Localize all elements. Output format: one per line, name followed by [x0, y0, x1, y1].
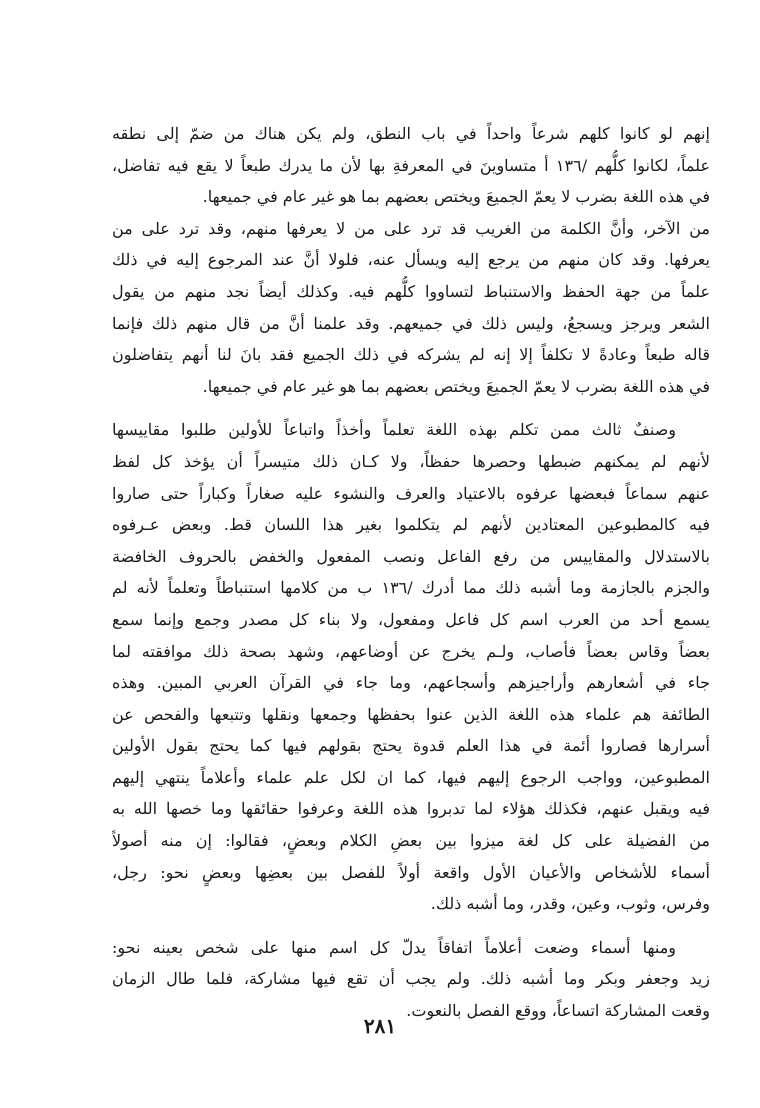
- text-line: علماً، لكانوا كلُّهم /١٣٦ أ متساوينَ في المعرفةِ بها لأن ما يدرك طبعاً لا يقع فيه تفاضل،: [112, 155, 710, 175]
- text-line: في هذه اللغة بضرب لا يعمّ الجميعَ ويختص بعضهم بما هو غير عام في جميعها.: [202, 376, 710, 396]
- text-line: عنهم سماعاً فبعضها عرفوه بالاعتياد والعرف والنشوء عليه صغاراً وكباراً حتى صاروا: [112, 483, 710, 503]
- text-line: أسماء للأشخاص والأعيان الأول واقعة أولاً للفصل بين بعضِها وبعضٍ نحو: رجل،: [112, 862, 710, 882]
- paragraph-3: [112, 414, 710, 920]
- text-line: ومنها أسماء وضعت أعلاماً اتفاقاً يدلّ كل اسم منها على شخص بعينه نحو:: [112, 937, 676, 957]
- text-line: يعرفها. وقد كان منهم من يرجع إليه ويسأل عنه، فلولا أنَّ عند المرجوع إليه في ذلك: [112, 250, 710, 270]
- paragraph-gap: [112, 402, 710, 414]
- paragraph-2: [112, 213, 710, 403]
- text-line: زيد وجعفر وبكر وما أشبه ذلك. ولم يجب أن تقع فيها مشاركة، فلما طال الزمان: [112, 969, 710, 989]
- paragraph-4: [112, 932, 710, 1027]
- text-line: في هذه اللغة بضرب لا يعمّ الجميعَ ويختص بعضهم بما هو غير عام في جميعها.: [202, 187, 710, 207]
- text-line: بالاستدلال والمقاييس من رفع الفاعل ونصب المفعول والخفض بالحروف الخافضة: [112, 546, 710, 566]
- text-line: إنهم لو كانوا كلهم شرعاً واحداً في باب النطق، ولم يكن هناك من ضمّ إلى نطقه: [112, 124, 710, 143]
- text-line: لأنهم لم يمكنهم ضبطها وحصرها حفظاً، ولا كـان ذلك متيسراً أن يؤخذ كل لفظ: [112, 451, 710, 471]
- paragraph-1: [112, 118, 710, 213]
- text-line: المطبوعين، وواجب الرجوع إليهم فيها، كما ان لكل علم علماء وأعلاماً ينتهي إليهم: [112, 767, 710, 787]
- text-line: والجزم بالجازمة وما أشبه ذلك مما أدرك /١٣٦ ب من كلامها استنباطاً وتعلماً لأنه لم: [112, 578, 710, 598]
- text-line: فيه ويقبل عنهم، فكذلك هؤلاء لما تدبروا هذه اللغة وعرفوا حقائقها وما خصها الله به: [112, 799, 710, 819]
- text-line: وصنفٌ ثالث ممن تكلم بهذه اللغة تعلماً وأخذاً واتباعاً للأولين طلبوا مقاييسها: [112, 420, 676, 440]
- page-number: ٢٨١: [363, 1014, 397, 1038]
- page-body: [112, 118, 710, 1027]
- text-line: الطائفة هم علماء هذه اللغة الذين عنوا بحفظها وجمعها ونقلها وتتبعها والفحص عن: [112, 704, 710, 724]
- text-line: الشعر ويرجز ويسجعُ، وليس ذلك في جميعهم. وقد علمنا أنَّ من قال منهم ذلك فإنما: [112, 313, 710, 333]
- text-line: علماً من جهة الحفظ والاستنباط لتساووا كلُّهم فيه. وكذلك أيضاً نجد منهم من يقول: [112, 281, 710, 301]
- text-line: بعضاً وقاس بعضاً فأصاب، ولـم يخرج عن أوضاعهم، وشهد بصحة ذلك موافقته لما: [112, 641, 710, 661]
- text-line: وقعت المشاركة اتساعاً، ووقع الفصل بالنعوت.: [406, 1001, 710, 1021]
- text-line: يسمع أحد من العرب اسم كل فاعل ومفعول، ولا بناء كل مصدر وجمع وإنما سمع: [112, 609, 710, 629]
- text-line: من الآخر، وأنَّ الكلمة من الغريب قد ترد على من لا يعرفها منهم، وقد ترد على من: [112, 218, 710, 238]
- text-line: أسرارها فصاروا أئمة في هذا العلم قدوة يحتج بقولهم فيها كما يحتج بقول الأولين: [112, 736, 710, 756]
- text-line: قاله طبعاً وعادةً لا تكلفاً إلا إنه لم يشركه في ذلك الجميع فقد بانَ لنا أنهم يتفاضلون: [112, 345, 710, 365]
- text-line: جاء في أشعارهم وأراجيزهم وأسجاعهم، وما جاء في القرآن العربي المبين. وهذه: [112, 673, 710, 693]
- text-line: من الفضيلة على كل لغة ميزوا بين بعضِ الكلام وبعضٍ، فقالوا: إن منه أصولاً: [112, 831, 710, 851]
- paragraph-gap: [112, 920, 710, 932]
- text-line: وفرس، وثوب، وعين، وقدر، وما أشبه ذلك.: [430, 894, 710, 914]
- text-line: فيه كالمطبوعين المعتادين لأنهم لم يتكلموا بغير هذا اللسان قط. وبعض عـرفوه: [112, 515, 710, 535]
